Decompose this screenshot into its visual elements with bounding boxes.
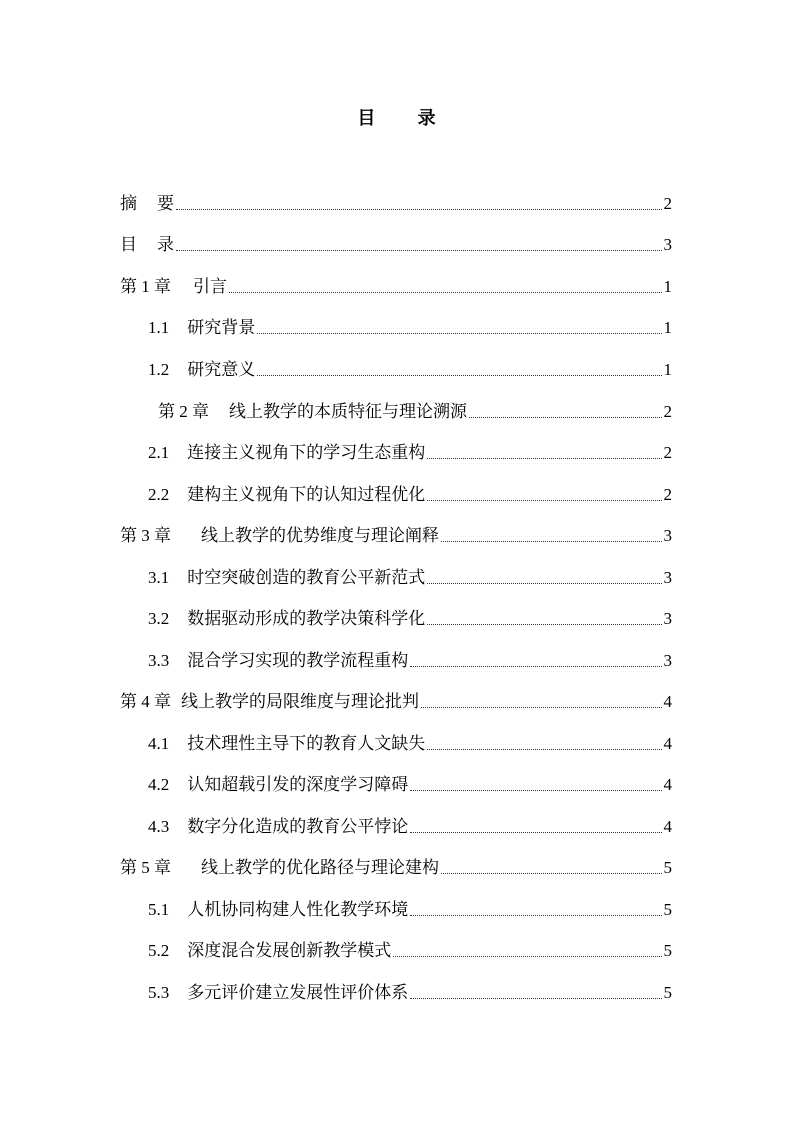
toc-entry-number: 4.3 [148,817,170,836]
toc-entry-number: 4.1 [148,734,170,753]
toc-entry-title: 建构主义视角下的认知过程优化 [187,485,426,504]
toc-entry-number: 第 5 章 [120,858,171,877]
toc-page-number: 1 [663,360,672,379]
toc-section-entry[interactable] [148,773,672,797]
toc-entry-number: 目 [120,235,137,254]
toc-entry-number: 第 1 章 [120,277,171,296]
dot-leader [410,914,661,916]
toc-entry-number: 5.1 [148,900,170,919]
toc-entry-label [148,607,425,631]
dot-leader [421,706,662,708]
toc-section-entry[interactable] [148,607,672,631]
toc-entry-label [148,939,391,963]
toc-entry-label [120,856,439,880]
toc-entry-title: 研究背景 [187,318,256,337]
dot-leader [257,332,661,334]
toc-section-entry[interactable] [148,649,672,673]
toc-entry-number: 第 3 章 [120,526,171,545]
toc-entry-label [148,773,408,797]
toc-page-number: 5 [663,900,672,919]
toc-chapter-entry[interactable] [158,400,672,424]
toc-entry-title: 要 [157,194,174,213]
toc-section-entry[interactable] [148,441,672,465]
toc-page-number: 4 [663,817,672,836]
toc-entry-number: 3.1 [148,568,170,587]
toc-entry-label [120,690,419,714]
toc-section-entry[interactable] [148,566,672,590]
toc-front-entry[interactable] [120,192,672,216]
toc-chapter-entry[interactable] [120,524,672,548]
toc-entry-number: 1.2 [148,360,170,379]
toc-entry-title: 数据驱动形成的教学决策科学化 [187,609,426,628]
toc-section-entry[interactable] [148,358,672,382]
toc-entry-label [120,192,174,216]
dot-leader [410,789,661,791]
toc-entry-number: 5.2 [148,941,170,960]
dot-leader [427,499,661,501]
toc-page-number: 4 [663,692,672,711]
toc-entry-label [148,441,425,465]
toc-entry-label [148,898,408,922]
toc-entry-label [148,732,425,756]
toc-entry-title: 线上教学的局限维度与理论批判 [181,692,419,711]
toc-entry-label [148,358,255,382]
toc-page-number: 1 [663,277,672,296]
dot-leader [469,416,662,418]
toc-page-number: 3 [663,568,672,587]
toc-page-number: 5 [663,983,672,1002]
toc-entry-number: 第 4 章 [120,692,171,711]
toc-section-entry[interactable] [148,732,672,756]
toc-entry-label [148,815,408,839]
dot-leader [257,374,661,376]
toc-entry-title: 录 [157,235,174,254]
toc-page-number: 1 [663,318,672,337]
toc-entry-number: 4.2 [148,775,170,794]
toc-page-number: 5 [663,858,672,877]
toc-chapter-entry[interactable] [120,856,672,880]
toc-entry-number: 3.2 [148,609,170,628]
toc-entry-title: 混合学习实现的教学流程重构 [187,651,409,670]
dot-leader [393,955,661,957]
toc-entry-title: 认知超载引发的深度学习障碍 [187,775,409,794]
toc-section-entry[interactable] [148,316,672,340]
toc-title: 目 录 [357,108,454,129]
toc-section-entry[interactable] [148,981,672,1005]
dot-leader [441,540,662,542]
toc-section-entry[interactable] [148,898,672,922]
dot-leader [427,457,661,459]
toc-entry-label [120,275,227,299]
toc-entry-title: 技术理性主导下的教育人文缺失 [187,734,426,753]
toc-entry-title: 连接主义视角下的学习生态重构 [187,443,426,462]
toc-entry-title: 研究意义 [187,360,256,379]
toc-front-entry[interactable] [120,233,672,257]
toc-entry-label [120,524,439,548]
toc-page-number: 4 [663,734,672,753]
toc-entry-title: 人机协同构建人性化教学环境 [187,900,409,919]
toc-page-number: 3 [663,651,672,670]
toc-page-number: 4 [663,775,672,794]
toc-entry-number: 摘 [120,194,137,213]
toc-entry-title: 线上教学的优化路径与理论建构 [201,858,439,877]
toc-page-number: 3 [663,526,672,545]
toc-section-entry[interactable] [148,815,672,839]
toc-entry-number: 2.1 [148,443,170,462]
dot-leader [441,872,662,874]
toc-entry-number: 第 2 章 [158,402,209,421]
toc-chapter-entry[interactable] [120,690,672,714]
toc-entry-title: 线上教学的优势维度与理论阐释 [201,526,439,545]
toc-page-number: 2 [663,402,672,421]
dot-leader [427,748,661,750]
toc-section-entry[interactable] [148,483,672,507]
toc-entry-label [148,566,425,590]
toc-entry-label [148,483,425,507]
toc-entry-number: 3.3 [148,651,170,670]
dot-leader [176,249,662,251]
toc-entry-title: 线上教学的本质特征与理论溯源 [229,402,467,421]
toc-entry-number: 1.1 [148,318,170,337]
dot-leader [410,831,661,833]
dot-leader [427,623,661,625]
toc-chapter-entry[interactable] [120,275,672,299]
dot-leader [176,208,662,210]
dot-leader [410,665,661,667]
toc-entry-label [148,316,255,340]
toc-page-number: 2 [663,485,672,504]
toc-entry-title: 引言 [193,277,227,296]
toc-page-number: 2 [663,443,672,462]
toc-entry-number: 5.3 [148,983,170,1002]
toc-entry-label [148,981,408,1005]
dot-leader [427,582,661,584]
toc-page-number: 3 [663,609,672,628]
toc-entry-label [158,400,467,424]
toc-entry-label [148,649,408,673]
toc-entry-number: 2.2 [148,485,170,504]
toc-section-entry[interactable] [148,939,672,963]
toc-entry-label [120,233,174,257]
toc-entry-title: 数字分化造成的教育公平悖论 [187,817,409,836]
dot-leader [410,997,661,999]
toc-page-number: 5 [663,941,672,960]
toc-entry-title: 多元评价建立发展性评价体系 [187,983,409,1002]
toc-page-number: 3 [663,235,672,254]
toc-page-number: 2 [663,194,672,213]
dot-leader [229,291,662,293]
toc-entry-title: 深度混合发展创新教学模式 [187,941,392,960]
toc-entry-title: 时空突破创造的教育公平新范式 [187,568,426,587]
